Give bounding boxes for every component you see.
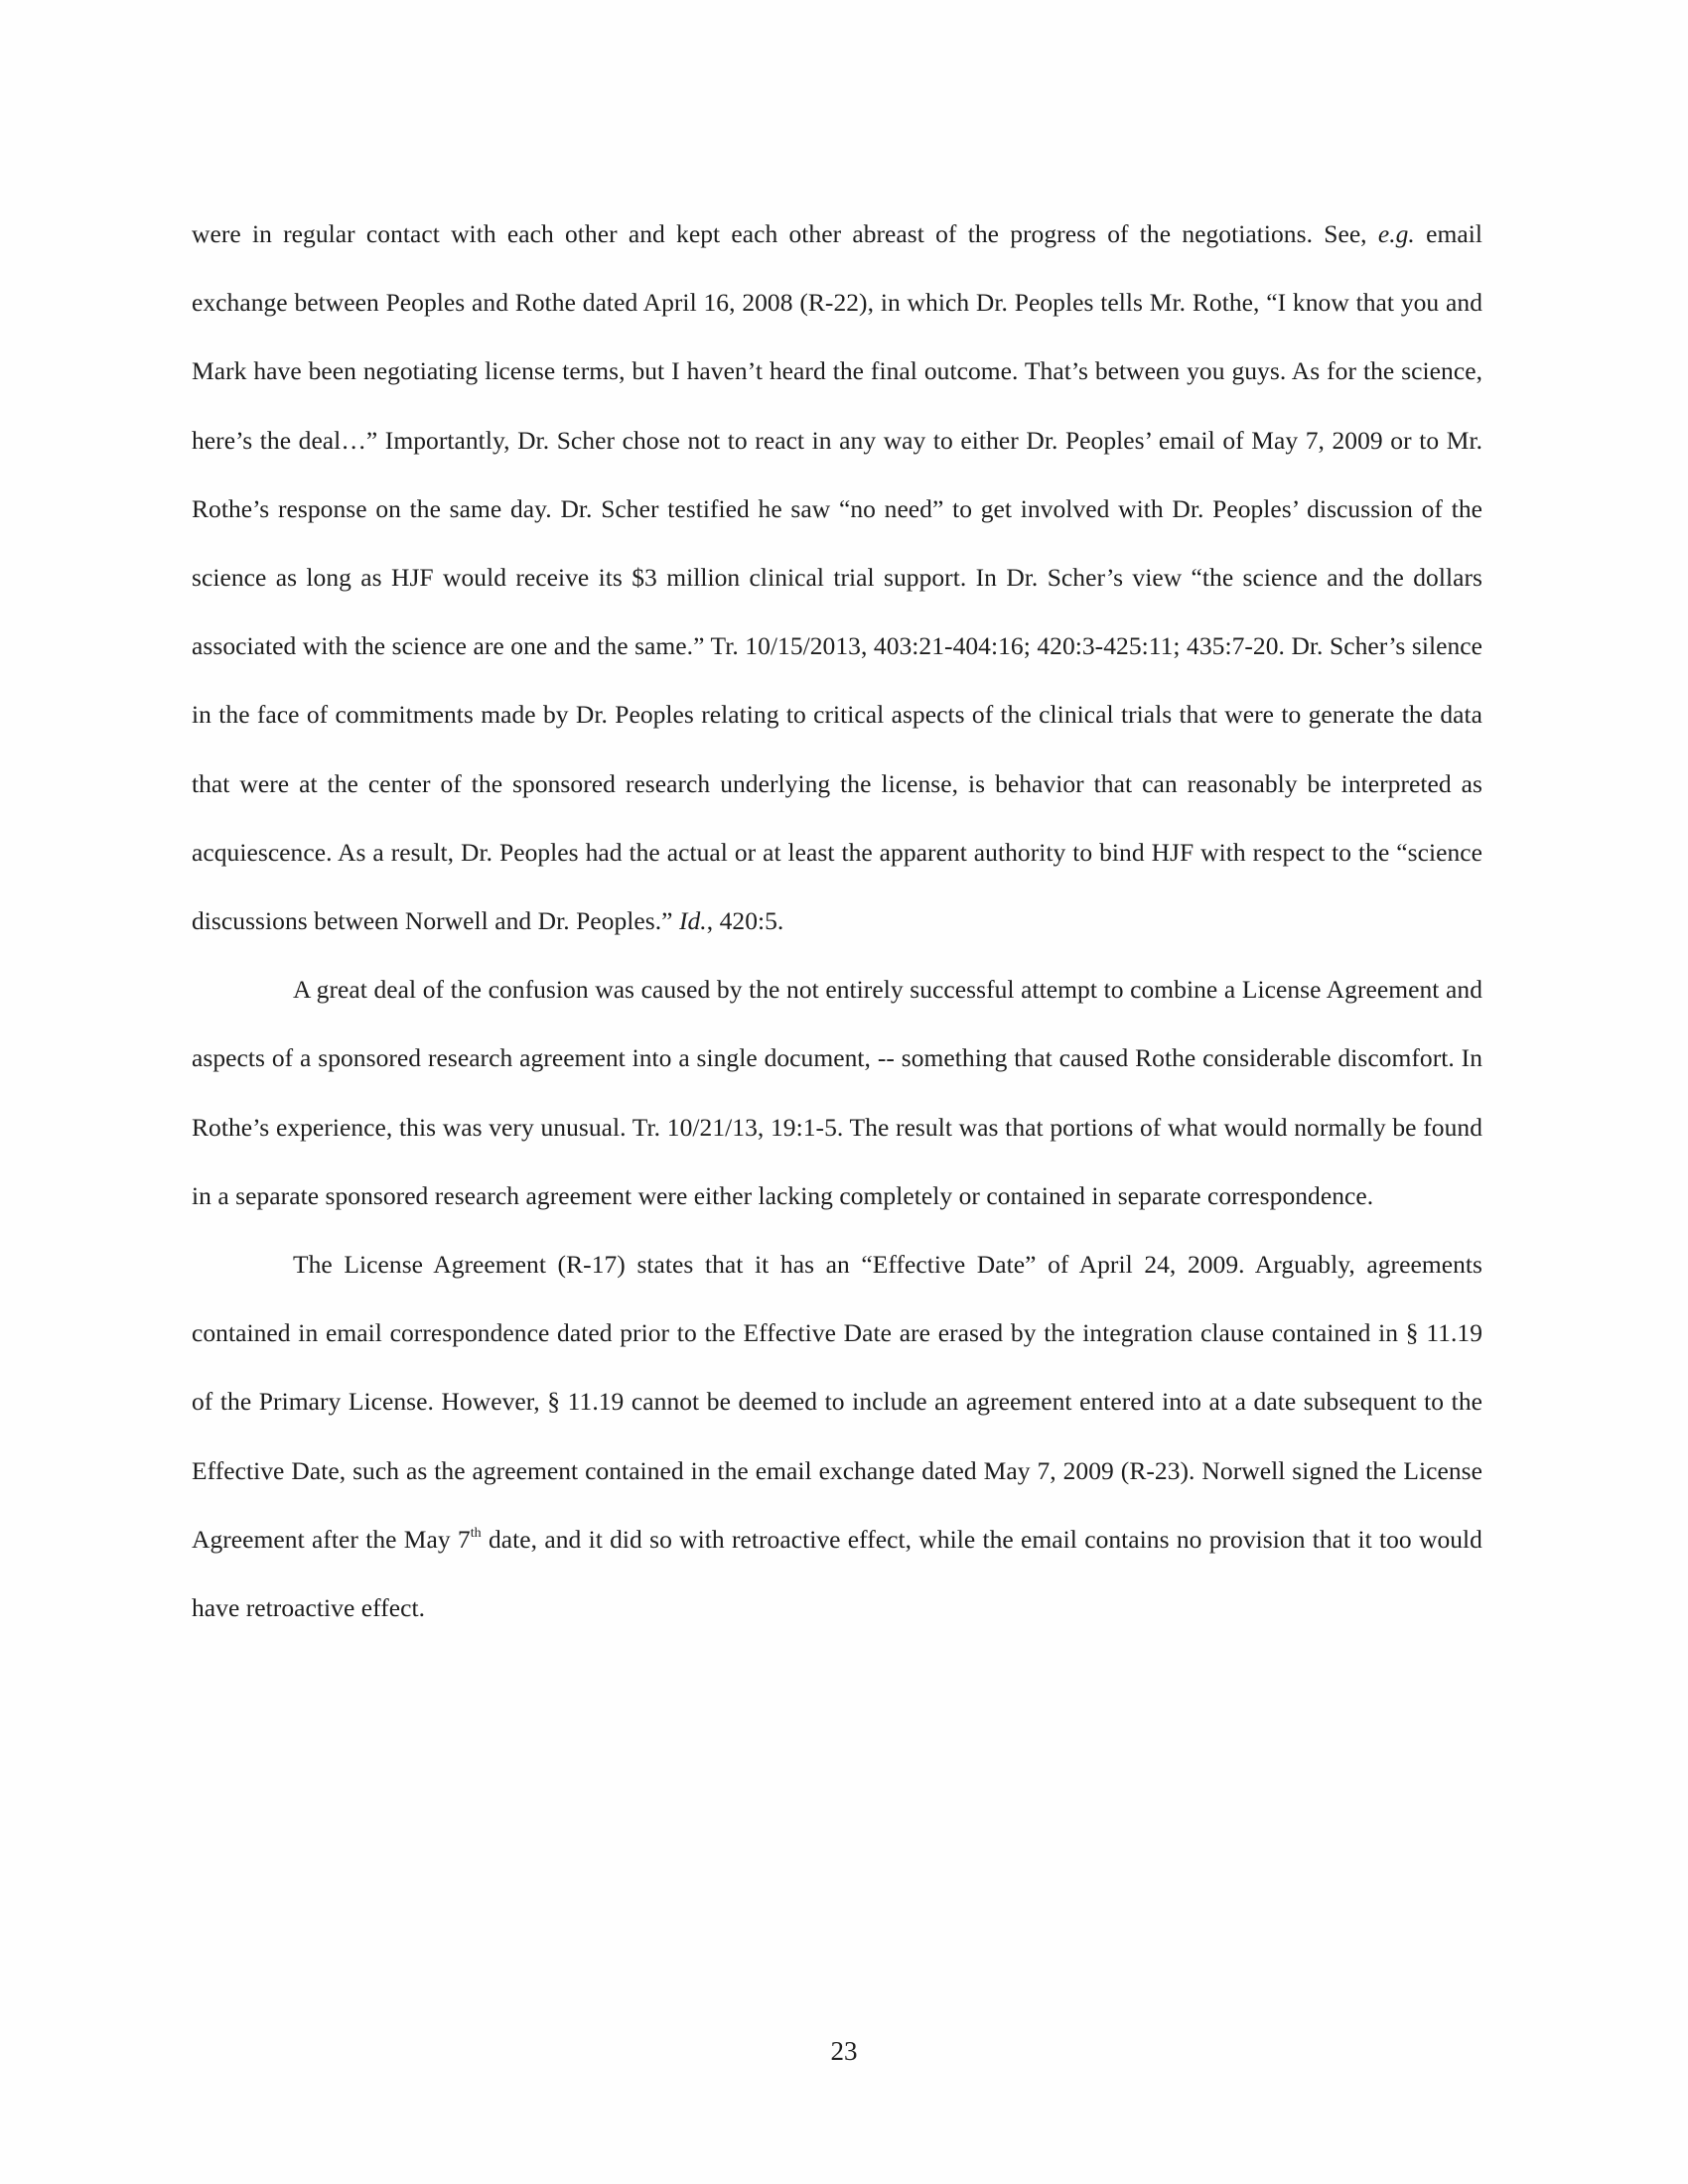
paragraph-1-text-3: , 420:5. <box>706 906 784 936</box>
paragraph-3 <box>192 1230 1482 1642</box>
paragraph-3-text-1: The License Agreement (R-17) states that it has an “Effective Date” of April 24, 2009. Arguably, agreements contained in email correspondence dated prior to the Effective Date are erased by the integration clause contained in § 11.19 of the Primary License. However, § 11.19 cannot be deemed to include an agreement entered into at a date subsequent to the Effective Date, such as the agreement contained in the email exchange dated May 7, 2009 (R-23). Norwell signed the License Agreement after the May 7 <box>192 1250 1482 1554</box>
paragraph-1-text-1: were in regular contact with each other and kept each other abreast of the progress of the negotiations. See, <box>192 219 1378 248</box>
paragraph-2 <box>192 955 1482 1230</box>
paragraph-1-text-2: email exchange between Peoples and Rothe dated April 16, 2008 (R-22), in which Dr. Peoples tells Mr. Rothe, “I know that you and Mark have been negotiating license terms, but I haven’t heard the final outcome. That’s between you guys. As for the science, here’s the deal…” Importantly, Dr. Scher chose not to react in any way to either Dr. Peoples’ email of May 7, 2009 or to Mr. Rothe’s response on the same day. Dr. Scher testified he saw “no need” to get involved with Dr. Peoples’ discussion of the science as long as HJF would receive its $3 million clinical trial support. In Dr. Scher’s view “the science and the dollars associated with the science are one and the same.” Tr. 10/15/2013, 403:21-404:16; 420:3-425:11; 435:7-20. Dr. Scher’s silence in the face of commitments made by Dr. Peoples relating to critical aspects of the clinical trials that were to generate the data that were at the center of the sponsored research underlying the license, is behavior that can reasonably be interpreted as acquiescence. As a result, Dr. Peoples had the actual or at least the apparent authority to bind HJF with respect to the “science discussions between Norwell and Dr. Peoples.” <box>192 219 1482 936</box>
paragraph-1-italic-id: Id. <box>678 906 707 936</box>
page-number: 23 <box>830 2036 858 2066</box>
paragraph-2-text: A great deal of the confusion was caused by the not entirely successful attempt to combine a License Agreement and aspects of a sponsored research agreement into a single document, -- something that caused Rothe considerable discomfort. In Rothe’s experience, this was very unusual. Tr. 10/21/13, 19:1-5. The result was that portions of what would normally be found in a separate sponsored research agreement were either lacking completely or contained in separate correspondence. <box>192 975 1482 1210</box>
paragraph-1 <box>192 200 1482 955</box>
body-text <box>192 200 1482 1642</box>
paragraph-3-superscript-th: th <box>470 1525 482 1541</box>
paragraph-1-italic-eg: e.g. <box>1377 219 1415 248</box>
paragraph-3-text-2: date, and it did so with retroactive effect, while the email contains no provision that it too would have retroactive effect. <box>192 1524 1482 1623</box>
